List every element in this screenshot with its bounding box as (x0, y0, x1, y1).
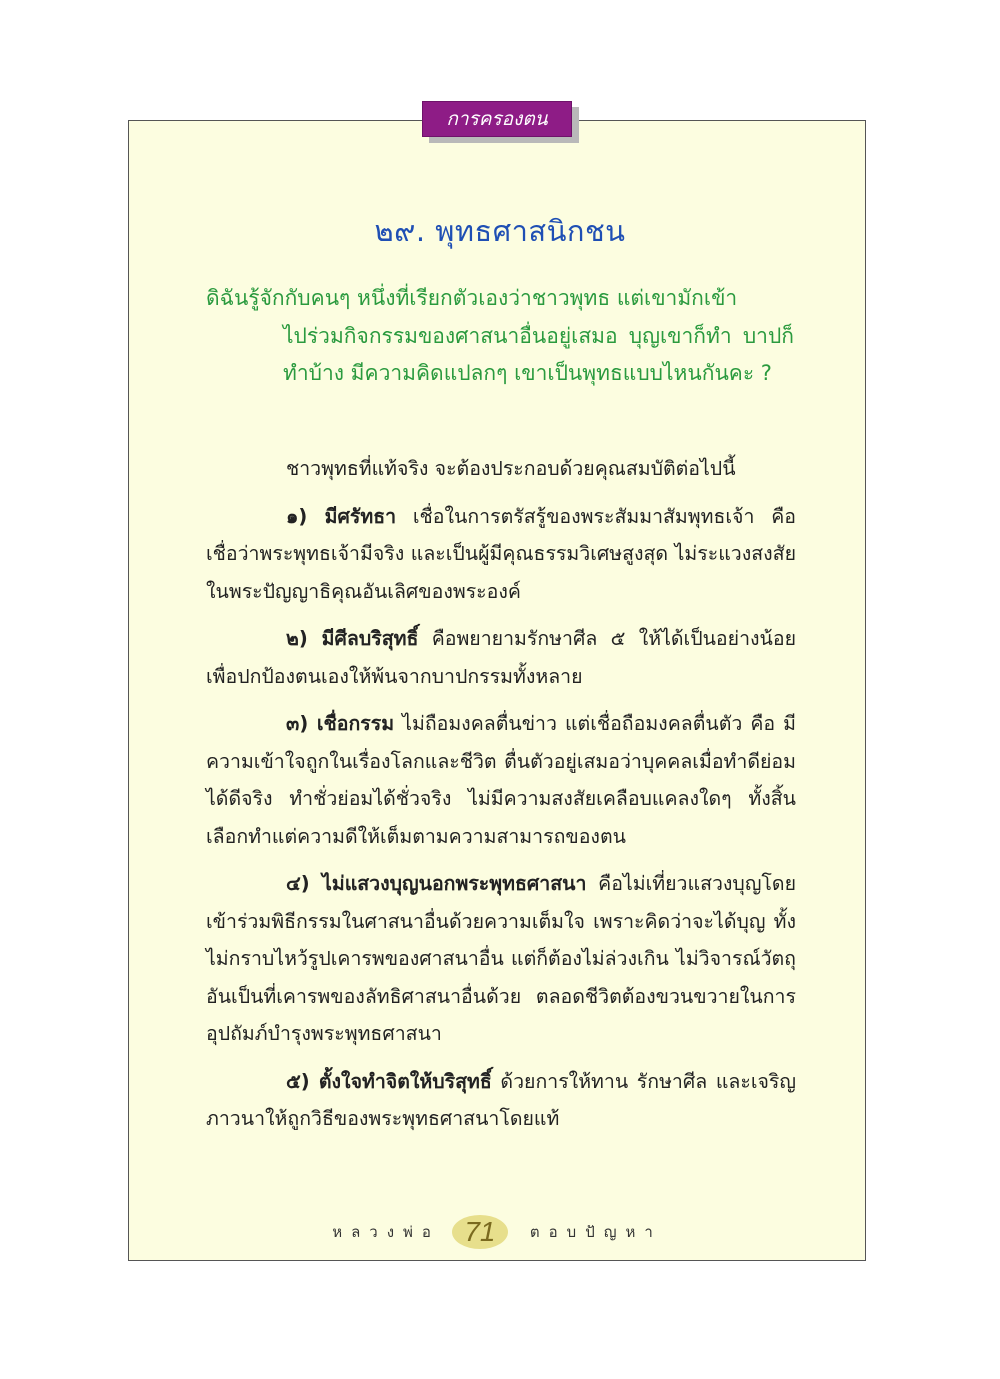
question-rest: ไปร่วมกิจกรรมของศาสนาอื่นอยู่เสมอ บุญเขาก็ทำ บาปก็ทำบ้าง มีความคิดแปลกๆ เขาเป็นพุทธแบบไหนกันคะ ? (283, 323, 794, 385)
answer-item-heading: ๕) ตั้งใจทำจิตให้บริสุทธิ์ (286, 1069, 492, 1093)
answer-item-text: คือไม่เที่ยวแสวงบุญโดยเข้าร่วมพิธีกรรมในศาสนาอื่นด้วยความเต็มใจ เพราะคิดว่าจะได้บุญ ทั้งไม่กราบไหว้รูปเคารพของศาสนาอื่น แต่ก็ต้องไม่ล่วงเกิน ไม่วิจารณ์วัตถุอันเป็นที่เคารพของลัทธิศาสนาอื่นด้วย ตลอดชีวิตต้องขวนขวายในการอุปถัมภ์บำรุงพระพุทธศาสนา (206, 872, 796, 1045)
answer-item-1 (206, 498, 796, 611)
footer-left-text: หลวงพ่อ (332, 1223, 440, 1241)
question-block (206, 280, 794, 393)
answer-item-text: ไม่ถือมงคลตื่นข่าว แต่เชื่อถือมงคลตื่นตัว คือ มีความเข้าใจถูกในเรื่องโลกและชีวิต ตื่นตัวอยู่เสมอว่าบุคคลเมื่อทำดีย่อมได้ดีจริง ทำชั่วย่อมได้ชั่วจริง ไม่มีความสงสัยเคลือบแคลงใดๆ ทั้งสิ้น เลือกทำแต่ความดีให้เต็มตามความสามารถของตน (206, 712, 796, 848)
answer-item-heading: ๓) เชื่อกรรม (286, 712, 395, 735)
answer-item-text: เชื่อในการตรัสรู้ของพระสัมมาสัมพุทธเจ้า คือ เชื่อว่าพระพุทธเจ้ามีจริง และเป็นผู้มีคุณธรรมวิเศษสูงสุด ไม่ระแวงสงสัยในพระปัญญาธิคุณอันเลิศของพระองค์ (206, 504, 796, 603)
answer-item-text: ด้วยการให้ทาน รักษาศีล และเจริญภาวนาให้ถูกวิธีของพระพุทธศาสนาโดยแท้ (206, 1069, 796, 1130)
answer-item-5 (206, 1063, 796, 1138)
question-first-line: ดิฉันรู้จักกับคนๆ หนึ่งที่เรียกตัวเองว่าชาวพุทธ แต่เขามักเข้า (206, 286, 738, 310)
page-footer (128, 1212, 866, 1252)
answer-body (206, 450, 796, 1148)
answer-intro: ชาวพุทธที่แท้จริง จะต้องประกอบด้วยคุณสมบัติต่อไปนี้ (286, 457, 736, 480)
answer-item-text: คือพยายามรักษาศีล ๕ ให้ได้เป็นอย่างน้อย เพื่อปกป้องตนเองให้พ้นจากบาปกรรมทั้งหลาย (206, 627, 797, 688)
page-number: 71 (452, 1215, 508, 1249)
chapter-title: ๒๙. พุทธศาสนิกชน (374, 214, 626, 248)
answer-item-4 (206, 865, 796, 1053)
answer-item-heading: ๒) มีศีลบริสุทธิ์ (286, 627, 419, 650)
answer-item-3 (206, 705, 796, 855)
section-tab: การครองตน (422, 101, 572, 137)
answer-item-2 (206, 620, 796, 695)
answer-item-heading: ๔) ไม่แสวงบุญนอกพระพุทธศาสนา (286, 872, 587, 895)
answer-item-heading: ๑) มีศรัทธา (286, 504, 397, 528)
footer-right-text: ตอบปัญหา (529, 1223, 662, 1241)
